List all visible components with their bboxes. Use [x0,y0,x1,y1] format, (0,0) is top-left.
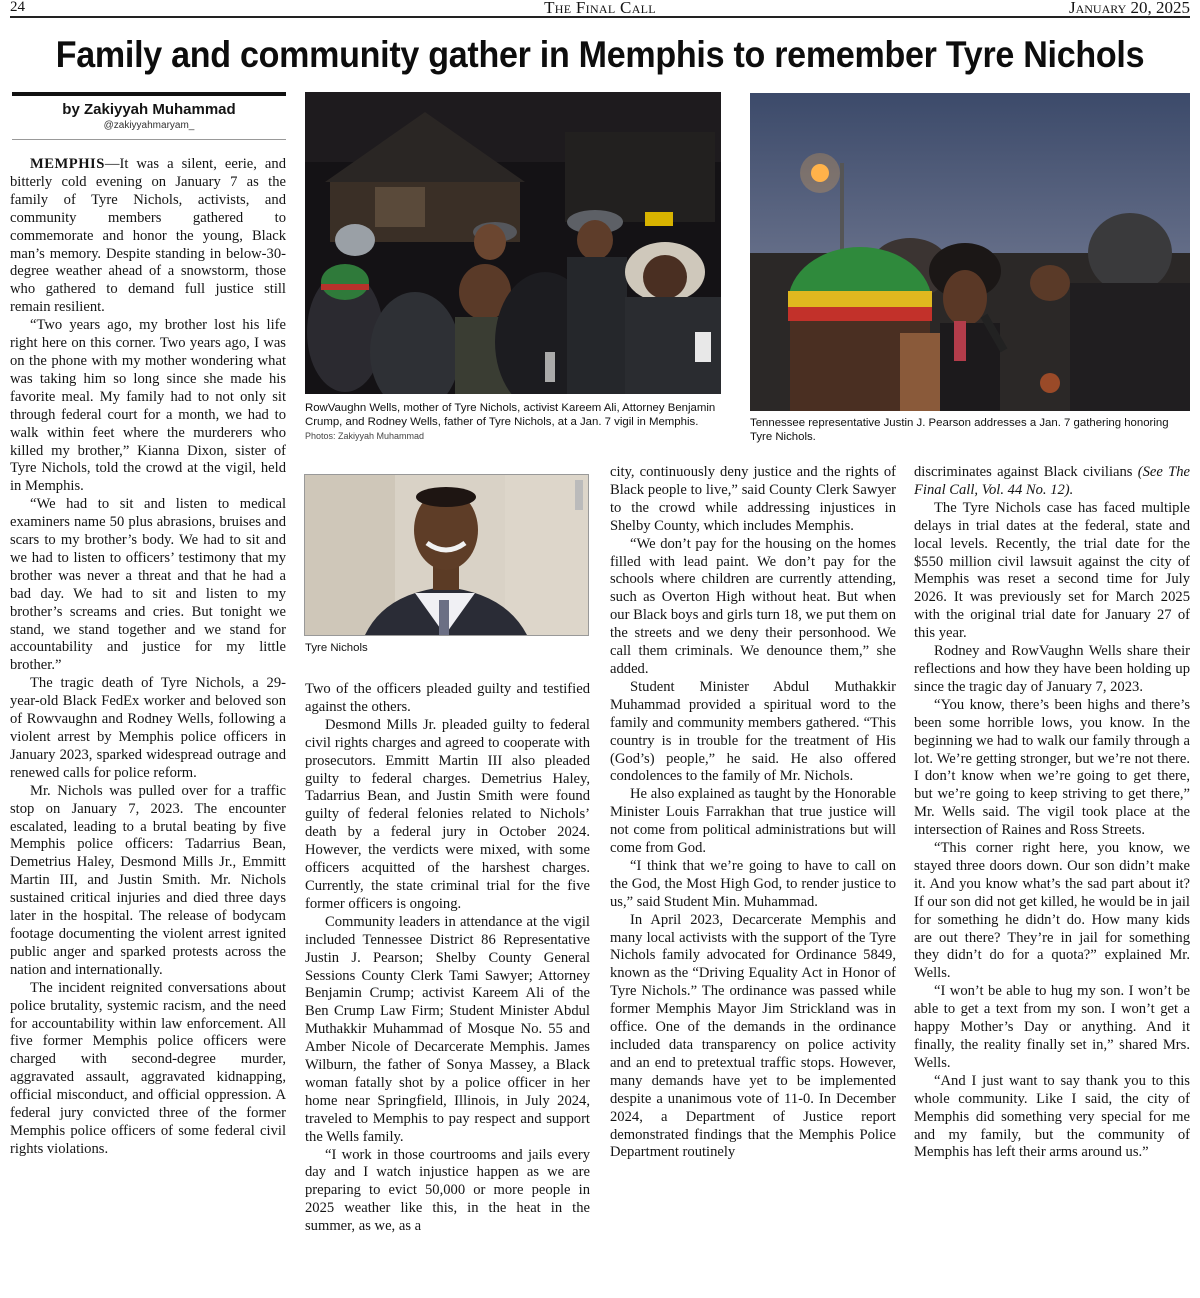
article-column-3 [610,464,896,1162]
article-paragraph: He also explained as taught by the Honorable Minister Louis Farrakhan that true justice will not come from political administrations but will come from God. [610,786,896,857]
article-paragraph: Community leaders in attendance at the vigil included Tennessee District 86 Representative Justin J. Pearson; Shelby County General Sessions County Clerk Tami Sawyer; Attorney Benjamin Crump; activist Kareem Ali of the Ben Crump Law Firm; Student Minister Abdul Muthakkir Muhammad of Mosque No. 55 and Amber Nicole of Decarcerate Memphis. James Wilburn, the father of Sonya Massey, a Black woman fatally shot by a police officer in her home near Springfield, Illinois, in July 2024, traveled to Memphis to pay respect and support the Wells family. [305,913,590,1145]
portrait-photo-caption [305,641,588,655]
vigil-photo-image [305,92,721,394]
paper-name: The Final Call [544,0,656,17]
col4-lead: discriminates against Black civilians [914,464,1138,480]
article-paragraph [10,156,286,317]
pearson-caption-text: Tennessee representative Justin J. Pearson addresses a Jan. 7 gathering honoring Tyre Nichols. [750,417,1169,443]
photo-credit: Photos: Zakiyyah Muhammad [305,431,425,441]
article-paragraph: In April 2023, Decarcerate Memphis and many local activists with the support of the Tyre Nichols family advocated for Ordinance 5849, known as the “Driving Equality Act in Honor of Tyre Nichols.” The ordinance was passed while former Memphis Mayor Jim Strickland was in office. One of the demands in the ordinance included data transparency on police activity and an end to pretextual traffic stops. However, many demands have yet to be implemented despite a unanimous vote of 11-0. In December 2024, a Department of Justice report demonstrated findings that the Memphis Police Department routinely [610,911,896,1161]
byline-handle: @zakiyyahmaryam_ [103,120,195,131]
article-paragraph: “Two years ago, my brother lost his life right here on this corner. Two years ago, I was on the phone with my mother wondering what was taking him so long since she made his favorite meal. My family had to not only sit through federal court for a month, we had to walk within feet where the murderers who killed my brother,” Kianna Dixon, sister of Tyre Nichols, told the crowd at the vigil, held in Memphis. [10,317,286,495]
article-paragraph: “You know, there’s been highs and there’s been some horrible lows, you know. In the beginning we had to walk our family through a lot. We’re getting stronger, but we’re not there. I don’t know when we’re going to get there, but we’re going to keep striving to get there,” Mr. Wells said. The vigil took place at the intersection of Raines and Ross Streets. [914,696,1190,839]
vigil-caption-text: RowVaughn Wells, mother of Tyre Nichols, activist Kareem Ali, Attorney Benjamin Crump, and Rodney Wells, father of Tyre Nichols, at a Jan. 7 vigil in Memphis. [305,402,716,428]
portrait-caption-text: Tyre Nichols [305,642,368,654]
article-paragraph: “I won’t be able to hug my son. I won’t be able to get a text from my son. I won’t get a happy Mother’s Day or anything. And it finally, the reality finally set in,” shared Mrs. Wells. [914,983,1190,1071]
page-number: 24 [10,0,25,15]
article-paragraph: Mr. Nichols was pulled over for a traffic stop on January 7, 2023. The encounter escalated, leading to a brutal beating by five Memphis police officers: Tadarrius Bean, Demetrius Haley, Desmond Mills Jr., Emmitt Martin III, and Justin Smith. Mr. Nichols sustained critical injuries and died three days later in the hospital. The release of bodycam footage documenting the violent arrest ignited public anger and sparked protests across the nation and internationally. [10,782,286,978]
article-column-2 [305,681,590,1236]
vigil-photo-caption [305,401,723,443]
article-paragraph: “And I just want to say thank you to this whole community. Like I said, the city of Memphis did something very special for me and my family, but the community of Memphis has left their arms around us.” [914,1072,1190,1161]
issue-date: January 20, 2025 [1068,0,1190,17]
article-paragraph: “I work in those courtrooms and jails every day and I watch injustice happen as we are preparing to evict 50,000 or more people in 2025 weather like this, in the heat in the summer, as we, as a [305,1146,590,1235]
article-paragraph: Two of the officers pleaded guilty and testified against the others. [305,681,590,715]
pearson-photo-image [750,93,1190,411]
portrait-photo [305,475,588,635]
article-paragraph [914,464,1190,500]
pearson-photo-caption [750,416,1192,444]
col4-reference: (See The Final Call, Vol. 44 No. 12). [914,464,1191,498]
article-paragraph: The Tyre Nichols case has faced multiple delays in trial dates at the federal, state and local levels. Recently, the trial date for the $550 million civil lawsuit against the city of Memphis was reset a second time for July 2026. It was previously set for March 2025 with the original trial date for January 27 of this year. [914,499,1190,642]
dateline: MEMPHIS [30,156,105,172]
article-paragraph: “This corner right here, you know, we stayed three doors down. Our son didn’t make it. And you know what’s the sad part about it? If our son did not get killed, he would be in jail for something he didn’t do. How many kids are out there? They’re in jail for something they didn’t do for a quota?” explained Mr. Wells. [914,840,1190,982]
lead-text: —It was a silent, eerie, and bitterly cold evening on January 7 as the family of Tyre Nichols, activists, and community members gathered to commemorate and honor the young, Black man’s memory. Despite standing in below-30-degree weather ahead of a snowstorm, those who gathered to demand full justice still remain resilient. [10,156,286,316]
article-paragraph: Desmond Mills Jr. pleaded guilty to federal civil rights charges and agreed to cooperate with prosecutors. Emmitt Martin III also pleaded guilty to federal charges. Demetrius Haley, Tadarrius Bean, and Justin Smith were found guilty of federal felonies related to Nichols’ death by a federal jury in October 2024. However, the verdicts were mixed, with some officers acquitted of the harshest charges. Currently, the state criminal trial for the five former officers is ongoing. [305,716,590,912]
article-paragraph: “We had to sit and listen to medical examiners name 50 plus abrasions, bruises and scars to my brother’s body. We had to sit and we had to listen to officers’ testimony that my brother was never a threat and that he had a bad day. We had to sit and listen to my brother’s screams and cries. But tonight we stand, we stand together and we stand for accountability and justice for my little brother.” [10,496,286,674]
article-paragraph: The tragic death of Tyre Nichols, a 29-year-old Black FedEx worker and beloved son of Rowvaughn and Rodney Wells, following a violent arrest by Memphis police officers in January 2023, sparked widespread outrage and renewed calls for police reform. [10,675,286,781]
article-paragraph: Student Minister Abdul Muthakkir Muhammad provided a spiritual word to the family and community members gathered. “This country is in trouble for the treatment of His (God’s) people,” he said. He also offered condolences to the family of Mr. Nichols. [610,678,896,785]
article-paragraph: Rodney and RowVaughn Wells share their reflections and how they have been holding up since the tragic day of January 7, 2023. [914,643,1190,695]
portrait-photo-image [305,475,588,635]
byline-box [12,92,286,140]
masthead [10,0,1190,18]
article-paragraph: “We don’t pay for the housing on the homes filled with lead paint. We don’t pay for the schools where children are currently attending, such as Overton High without heat. But when our Black boys and girls turn 18, we put them on the streets and we deny their personhood. We call them criminals. We denounce them,” she added. [610,535,896,677]
article-column-4 [914,464,1190,1162]
headline: Family and community gather in Memphis to remember Tyre Nichols [55,34,1145,75]
byline-author: by Zakiyyah Muhammad [62,101,236,118]
vigil-photo [305,92,721,394]
pearson-photo [750,93,1190,411]
article-column-1 [10,156,286,1159]
article-paragraph: “I think that we’re going to have to call on the God, the Most High God, to render justice to us,” said Student Min. Muhammad. [610,857,896,910]
article-paragraph: city, continuously deny justice and the rights of Black people to live,” said County Clerk Sawyer to the crowd while addressing injustices in Shelby County, which includes Memphis. [610,464,896,534]
article-paragraph: The incident reignited conversations about police brutality, systemic racism, and the need for accountability within law enforcement. All five former Memphis police officers were charged with second-degree murder, aggravated assault, aggravated kidnapping, official misconduct, and official oppression. A federal jury convicted three of the former Memphis police officers of some federal civil rights violations. [10,979,286,1157]
